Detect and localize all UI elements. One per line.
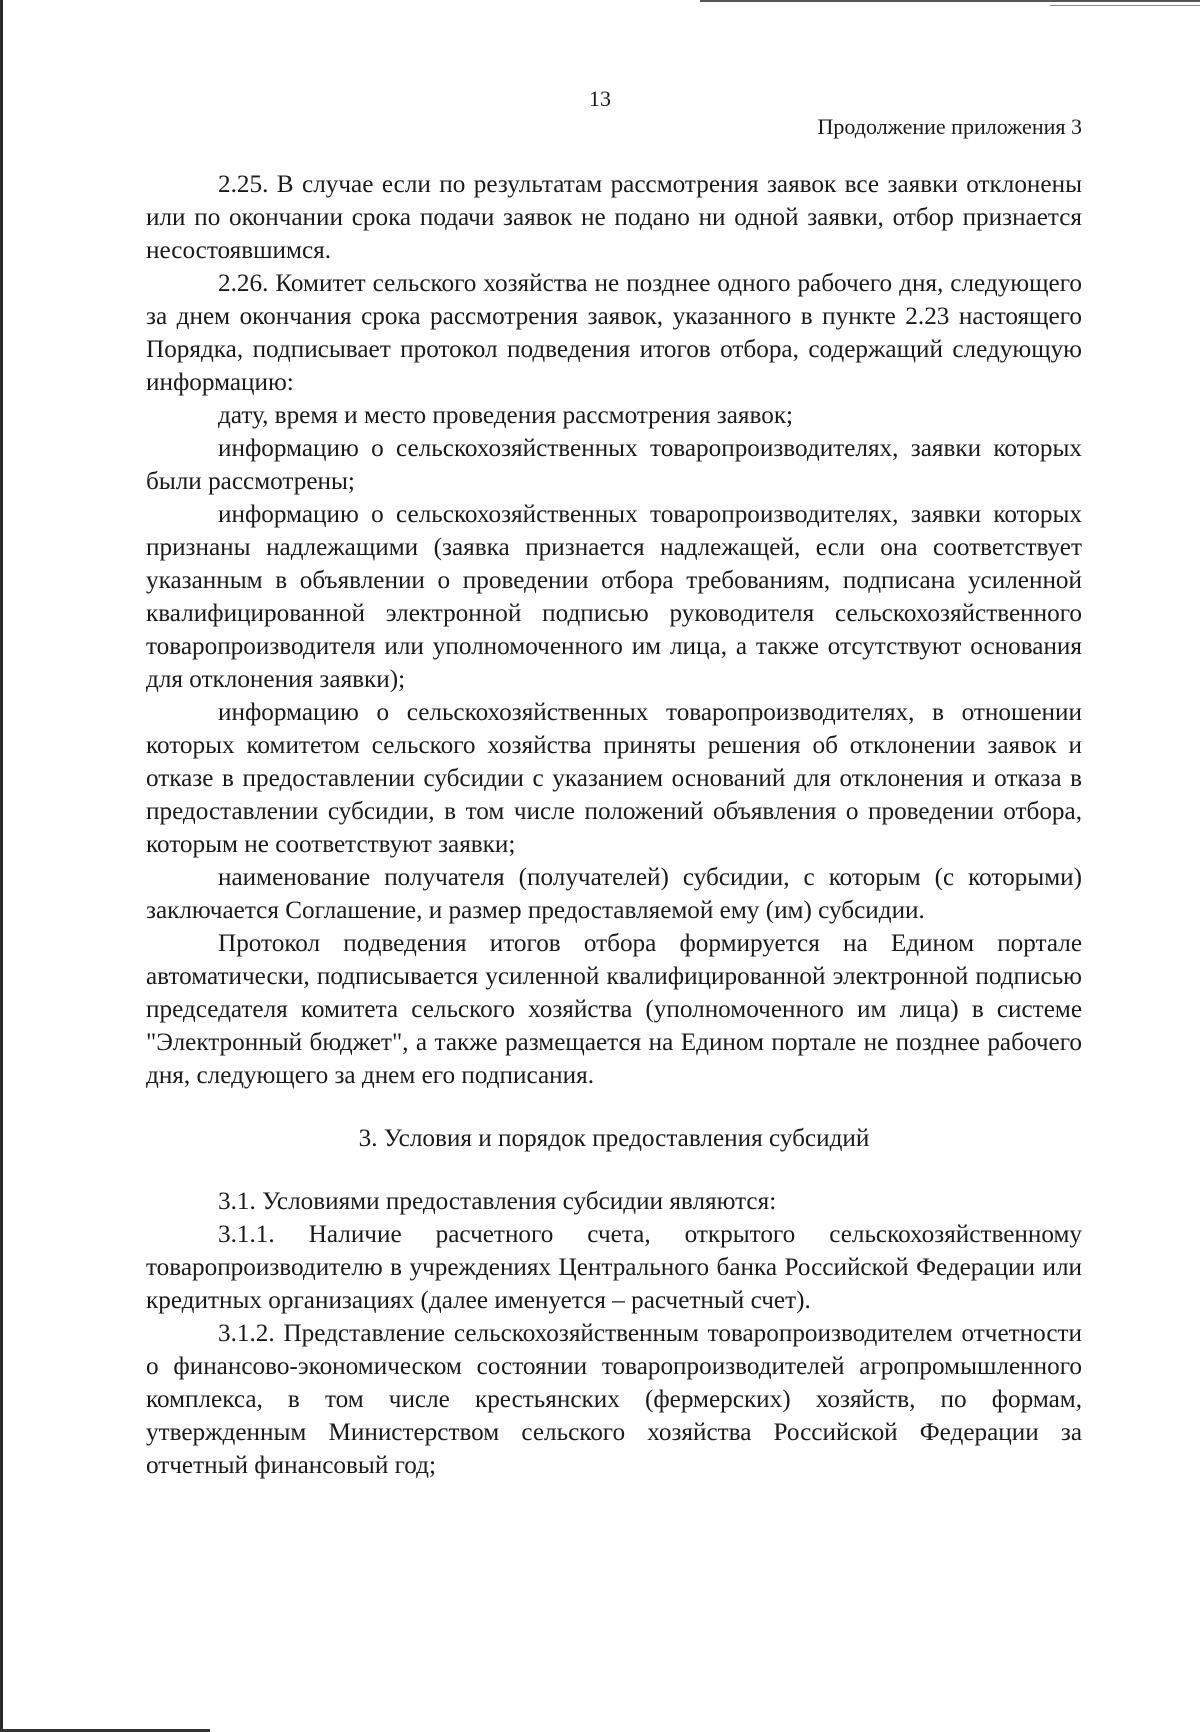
paragraph-2-25: 2.25. В случае если по результатам рассмотрения заявок все заявки отклонены или по окончании срока подачи заявок не подано ни одной заявки, отбор признается несостоявшимся.	[146, 171, 1082, 264]
list-item-reviewed-applicants: информацию о сельскохозяйственных товаропроизводителях, заявки которых были рассмотрены;	[146, 435, 1082, 495]
paragraph-3-1: 3.1. Условиями предоставления субсидии являются:	[218, 1188, 777, 1215]
paragraph-protocol-formation: Протокол подведения итогов отбора формируется на Едином портале автоматически, подписывается усиленной квалифицированной электронной подписью председателя комитета сельского хозяйства (уполномоченного им лица) в системе "Электронный бюджет", а также размещается на Едином портале не позднее рабочего дня, следующего за днем его подписания.	[146, 930, 1082, 1089]
paragraph-2-26: 2.26. Комитет сельского хозяйства не позднее одного рабочего дня, следующего за днем окончания срока рассмотрения заявок, указанного в пункте 2.23 настоящего Порядка, подписывает протокол подведения итогов отбора, содержащий следующую информацию:	[146, 270, 1082, 396]
page-number: 13	[589, 86, 611, 111]
scan-edge	[0, 0, 3, 1732]
list-item-recipient-name: наименование получателя (получателей) субсидии, с которым (с которыми) заключается Соглашение, и размер предоставляемой ему (им) субсидии.	[146, 864, 1082, 924]
paragraph-3-1-2: 3.1.2. Представление сельскохозяйственным товаропроизводителем отчетности о финансово-экономическом состоянии товаропроизводителей агропромышленного комплекса, в том числе крестьянских (фермерских) хозяйств, по формам, утвержденным Министерством сельского хозяйства Российской Федерации за отчетный финансовый год;	[146, 1320, 1082, 1479]
scan-top-rule-secondary	[1050, 5, 1200, 6]
list-item-rejected-applicants: информацию о сельскохозяйственных товаропроизводителях, в отношении которых комитетом сельского хозяйства приняты решения об отклонении заявок и отказе в предоставлении субсидии с указанием оснований для отклонения и отказа в предоставлении субсидии, в том числе положений объявления о проведении отбора, которым не соответствуют заявки;	[146, 699, 1082, 858]
list-item-date-time-place: дату, время и место проведения рассмотрения заявок;	[218, 402, 794, 429]
paragraph-3-1-1: 3.1.1. Наличие расчетного счета, открытого сельскохозяйственному товаропроизводителю в учреждениях Центрального банка Российской Федерации или кредитных организациях (далее именуется – расчетный счет).	[146, 1221, 1082, 1314]
appendix-continuation-label: Продолжение приложения 3	[817, 114, 1082, 139]
section-title: 3. Условия и порядок предоставления субсидий	[358, 1125, 870, 1152]
document-body	[146, 168, 1082, 1482]
list-item-proper-applicants: информацию о сельскохозяйственных товаропроизводителях, заявки которых признаны надлежащими (заявка признается надлежащей, если она соответствует указанным в объявлении о проведении отбора требованиям, подписана усиленной квалифицированной электронной подписью руководителя сельскохозяйственного товаропроизводителя или уполномоченного им лица, а также отсутствуют основания для отклонения заявки);	[146, 501, 1082, 693]
scan-top-rule	[700, 0, 1200, 2]
